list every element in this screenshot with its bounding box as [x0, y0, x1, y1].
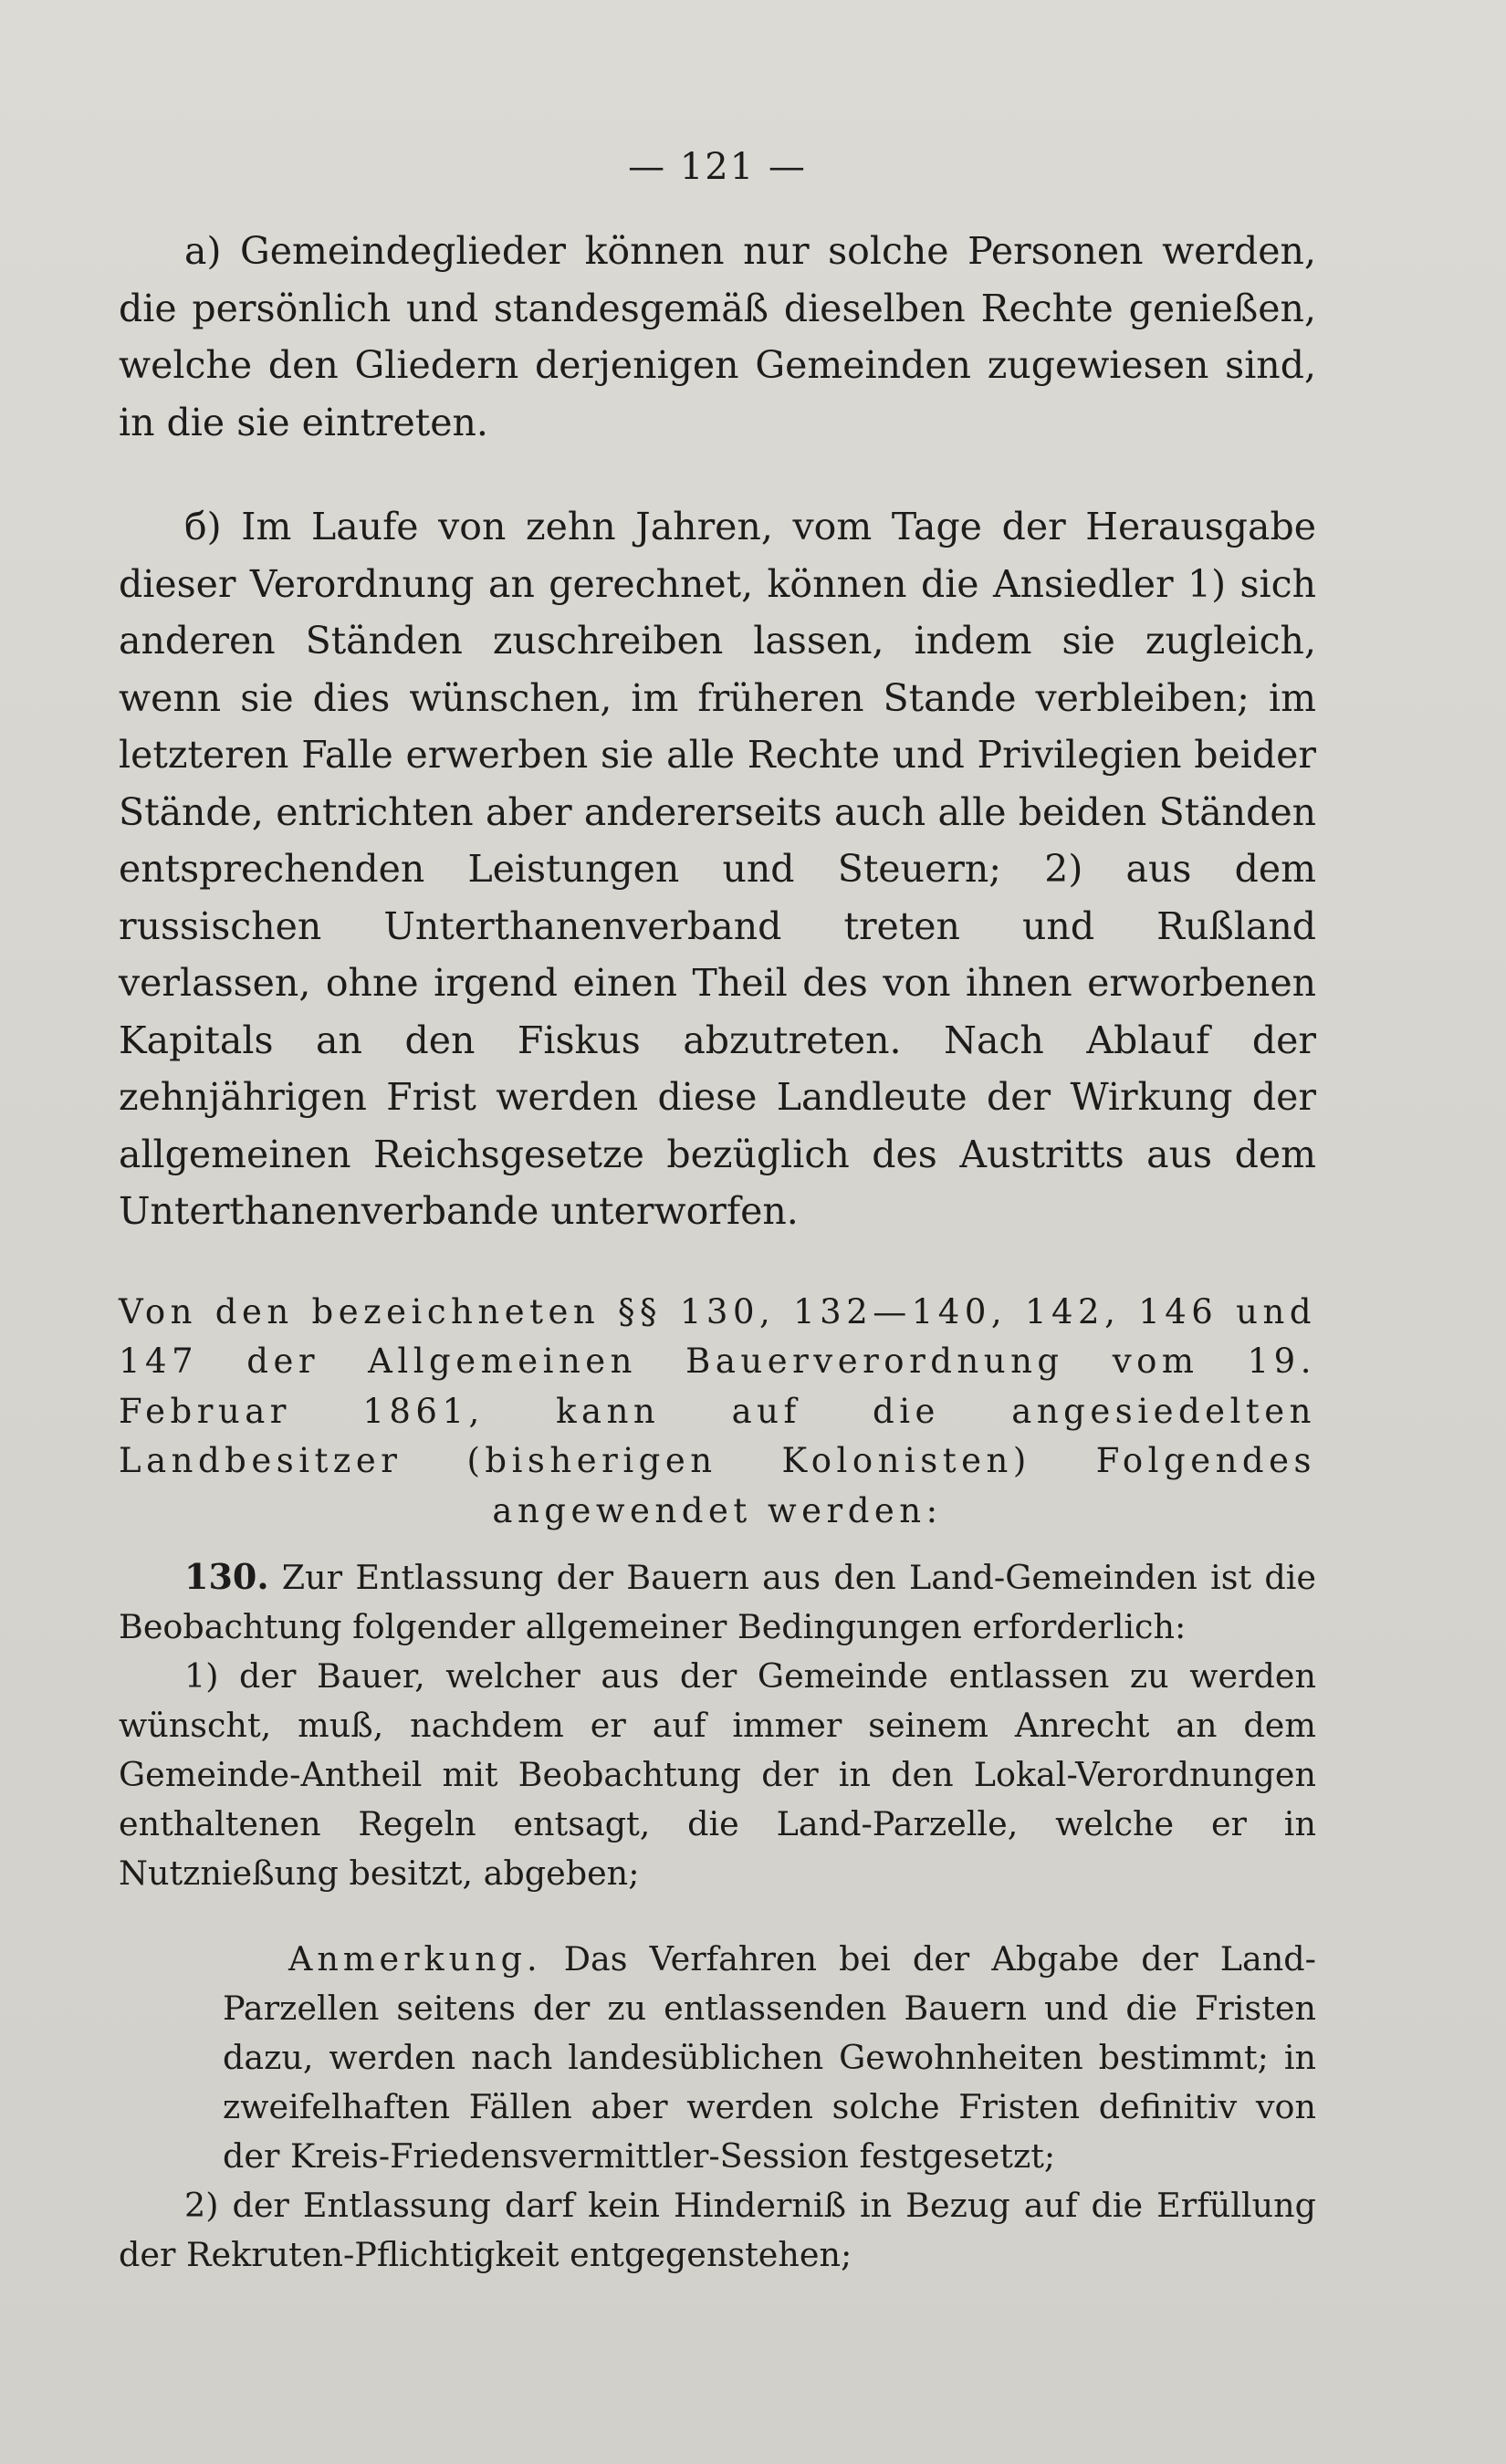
paragraph-b: б) Im Laufe von zehn Jahren, vom Tage der Herausgabe dieser Verordnung an gerechnet, können die Ansiedler 1) sich anderen Ständen zuschreiben lassen, indem sie zugleich, wenn sie dies wünschen, im früheren Stande verbleiben; im letzteren Falle erwerben sie alle Rechte und Privilegien beider Stände, entrichten aber andererseits auch alle beiden Ständen entsprechenden Leistungen und Steuern; 2) aus dem russischen Unterthanenverband treten und Rußland verlassen, ohne irgend einen Theil des von ihnen erworbenen Kapitals an den Fiskus abzutreten. Nach Ablauf der zehnjährigen Frist werden diese Landleute der Wirkung der allgemeinen Reichsgesetze bezüglich des Austritts aus dem Unterthanenverbande unterworfen. [119, 505, 1316, 1233]
remark [223, 1935, 1316, 2181]
article-number: 130. [184, 1556, 269, 1597]
article-item-1: 1) der Bauer, welcher aus der Gemeinde entlassen zu werden wünscht, muß, nachdem er auf immer seinem Anrecht an dem Gemeinde-Antheil mit Beobachtung der in den Lokal-Verordnungen enthaltenen Regeln entsagt, die Land-Parzelle, welche er in Nutznießung besitzt, abgeben; [119, 1656, 1316, 1893]
paragraph-a: a) Gemeindeglieder können nur solche Personen werden, die persönlich und standesgemäß dieselben Rechte genießen, welche den Gliedern derjenigen Gemeinden zugewiesen sind, in die sie eintreten. [119, 229, 1316, 444]
section-heading: Von den bezeichneten §§ 130, 132—140, 142, 146 und 147 der Allgemeinen Bauerverordnung vom 19. Februar 1861, kann auf die angesiedelten Landbesitzer (bisherigen Kolonisten) Folgendes angewendet werden: [119, 1291, 1316, 1530]
remark-label: Anmerkung. [288, 1939, 542, 1979]
page-content [119, 146, 1316, 2280]
article-text: Zur Entlassung der Bauern aus den Land-Gemeinden ist die Beobachtung folgender allgemeiner Bedingungen erforderlich: [119, 1558, 1316, 1646]
article-130 [119, 1552, 1316, 1652]
article-item-2: 2) der Entlassung darf kein Hinderniß in Bezug auf die Erfüllung der Rekruten-Pflichtigkeit entgegenstehen; [119, 2186, 1316, 2274]
remark-text: Das Verfahren bei der Abgabe der Land-Parzellen seitens der zu entlassenden Bauern und die Fristen dazu, werden nach landesüblichen Gewohnheiten bestimmt; in zweifelhaften Fällen aber werden solche Fristen definitiv von der Kreis-Friedensvermittler-Session festgesetzt; [223, 1939, 1316, 2176]
page-number: — 121 — [628, 146, 807, 188]
